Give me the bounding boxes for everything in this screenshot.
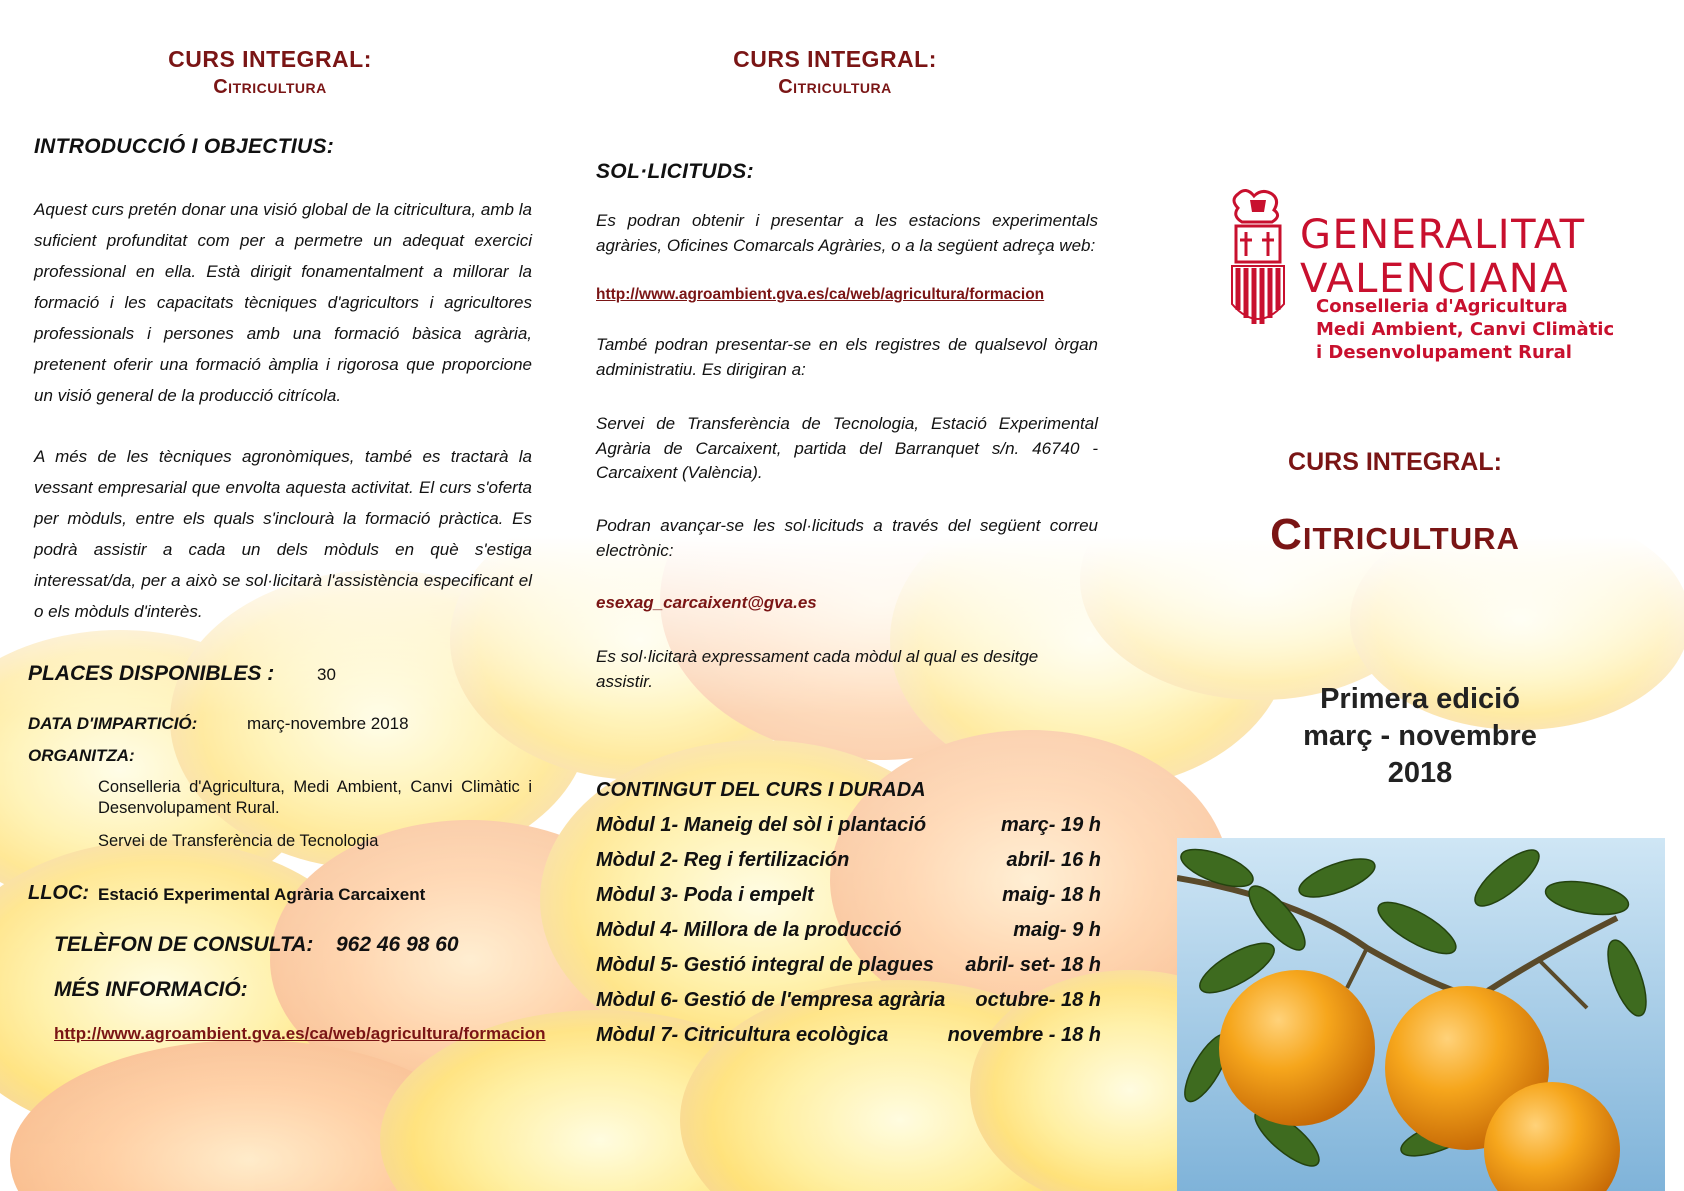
module-duration: octubre- 18 h bbox=[975, 989, 1101, 1011]
module-duration: maig- 9 h bbox=[1013, 919, 1101, 941]
telefon-label: TELÈFON DE CONSULTA: bbox=[54, 933, 314, 956]
module-duration: abril- set- 18 h bbox=[965, 954, 1101, 976]
contingut-heading: CONTINGUT DEL CURS I DURADA bbox=[596, 779, 926, 801]
organitza-line-1: Conselleria d'Agricultura, Medi Ambient, Canvi Climàtic i Desenvolupament Rural. bbox=[98, 778, 532, 817]
lloc-value: Estació Experimental Agrària Carcaixent bbox=[98, 885, 426, 904]
sol-paragraph-4: Podran avançar-se les sol·licituds a través del següent correu electrònic: bbox=[596, 516, 1098, 560]
module-row bbox=[596, 849, 1101, 872]
generalitat-crest-icon bbox=[1228, 186, 1288, 334]
left-header-subtitle: Citricultura bbox=[213, 76, 327, 98]
sol-email-link[interactable]: esexag_carcaixent@gva.es bbox=[596, 593, 817, 612]
module-row bbox=[596, 1024, 1101, 1047]
module-duration: novembre - 18 h bbox=[947, 1024, 1101, 1046]
middle-header-subtitle: Citricultura bbox=[778, 76, 892, 98]
module-row bbox=[596, 989, 1101, 1012]
left-header-title: CURS INTEGRAL: bbox=[168, 46, 372, 72]
module-name: Mòdul 1- Maneig del sòl i plantació bbox=[596, 814, 927, 836]
sol-paragraph-3: Servei de Transferència de Tecnologia, Estació Experimental Agrària de Carcaixent, partida del Barranquet s/n. 46740 - Carcaixent (València). bbox=[596, 414, 1098, 482]
data-label: DATA D'IMPARTICIÓ: bbox=[28, 714, 198, 733]
logo-line-2: VALENCIANA bbox=[1300, 256, 1570, 302]
organitza-line-2: Servei de Transferència de Tecnologia bbox=[98, 832, 379, 850]
logo-line-1: GENERALITAT bbox=[1300, 212, 1586, 258]
edition-line-2: març - novembre bbox=[1303, 720, 1537, 752]
module-row bbox=[596, 884, 1101, 907]
logo-sub-3: i Desenvolupament Rural bbox=[1316, 342, 1572, 363]
oranges-photo bbox=[1177, 838, 1665, 1191]
module-name: Mòdul 5- Gestió integral de plagues bbox=[596, 954, 934, 976]
module-name: Mòdul 6- Gestió de l'empresa agrària bbox=[596, 989, 946, 1011]
logo-sub-1: Conselleria d'Agricultura bbox=[1316, 296, 1568, 317]
module-name: Mòdul 7- Citricultura ecològica bbox=[596, 1024, 889, 1046]
sol-paragraph-2: També podran presentar-se en els registres de qualsevol òrgan administratiu. Es dirigiran a: bbox=[596, 335, 1098, 379]
module-duration: abril- 16 h bbox=[1006, 849, 1101, 871]
cover-main-title: Citricultura bbox=[1270, 510, 1520, 559]
module-row bbox=[596, 919, 1101, 942]
module-name: Mòdul 2- Reg i fertilización bbox=[596, 849, 850, 871]
middle-header-title: CURS INTEGRAL: bbox=[733, 46, 937, 72]
intro-heading: INTRODUCCIÓ I OBJECTIUS: bbox=[34, 135, 335, 158]
intro-paragraph-2: A més de les tècniques agronòmiques, també es tractarà la vessant empresarial que envolta aquesta activitat. El curs s'oferta per mòduls, entre els quals s'inclourà la formació pràctica. Es podrà assistir a cada un dels mòduls en què s'estiga interessat/da, per a això se sol·licitarà l'assistència especificant el o els mòduls d'interès. bbox=[34, 447, 532, 621]
module-row bbox=[596, 954, 1101, 977]
mes-info-label: MÉS INFORMACIÓ: bbox=[54, 978, 248, 1001]
places-label: PLACES DISPONIBLES : bbox=[28, 662, 275, 685]
logo-sub-2: Medi Ambient, Canvi Climàtic bbox=[1316, 319, 1615, 340]
module-name: Mòdul 4- Millora de la producció bbox=[596, 919, 902, 941]
sol-heading: SOL·LICITUDS: bbox=[596, 160, 754, 183]
edition-line-3: 2018 bbox=[1387, 757, 1453, 789]
sol-link[interactable]: http://www.agroambient.gva.es/ca/web/agricultura/formacion bbox=[596, 286, 1045, 303]
organitza-label: ORGANITZA: bbox=[28, 746, 135, 765]
intro-paragraph-1: Aquest curs pretén donar una visió global de la citricultura, amb la suficient profunditat com per a permetre un adequat exercici professional en ella. Està dirigit fonamentalment a millorar la formació i les capacitats tècniques d'agricultors i agricultores professionals i persones amb una formació bàsica agrària, pretenent oferir una formació àmplia i rigorosa que proporcione un visió general de la producció citrícola. bbox=[34, 200, 532, 405]
telefon-value: 962 46 98 60 bbox=[336, 933, 459, 956]
lloc-label: LLOC: bbox=[28, 882, 90, 904]
module-list bbox=[596, 814, 1101, 1064]
edition-line-1: Primera edició bbox=[1320, 683, 1520, 715]
mes-info-link[interactable]: http://www.agroambient.gva.es/ca/web/agricultura/formacion bbox=[54, 1024, 546, 1043]
module-name: Mòdul 3- Poda i empelt bbox=[596, 884, 814, 906]
data-value: març-novembre 2018 bbox=[247, 714, 409, 733]
cover-title: CURS INTEGRAL: bbox=[1288, 448, 1502, 476]
module-row bbox=[596, 814, 1101, 837]
places-value: 30 bbox=[317, 665, 336, 684]
module-duration: maig- 18 h bbox=[1002, 884, 1101, 906]
sol-paragraph-5: Es sol·licitarà expressament cada mòdul al qual es desitge assistir. bbox=[596, 647, 1039, 691]
sol-paragraph-1: Es podran obtenir i presentar a les estacions experimentals agràries, Oficines Comarcals Agràries, o a la següent adreça web: bbox=[596, 211, 1098, 255]
module-duration: març- 19 h bbox=[1000, 814, 1101, 836]
